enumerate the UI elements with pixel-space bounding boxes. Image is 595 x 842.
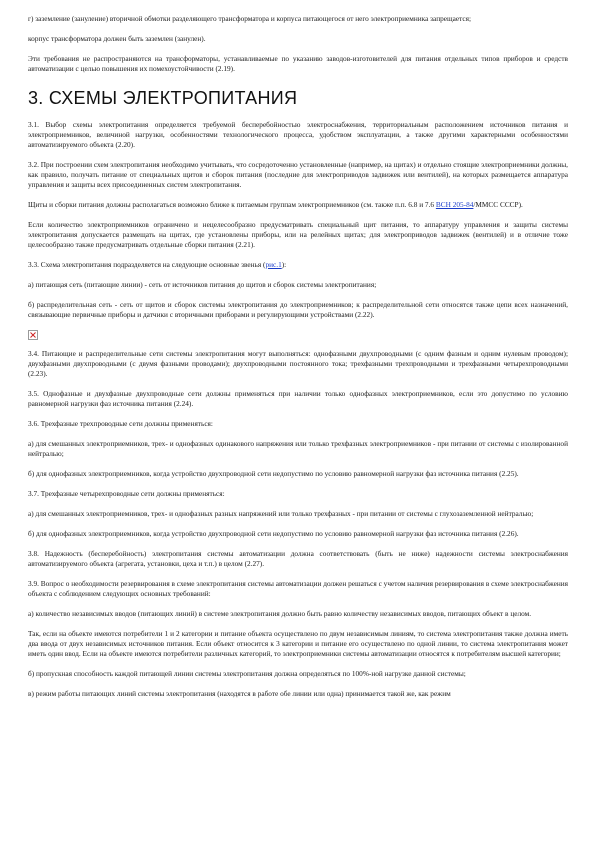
section-title: 3. СХЕМЫ ЭЛЕКТРОПИТАНИЯ xyxy=(28,88,298,108)
paragraph-3-9: 3.9. Вопрос о необходимости резервирования в схеме электропитания системы автоматизации должен решаться с учетом наличия резервирования в схеме электроснабжения объекта с соблюдением следующих основных требований: xyxy=(28,579,568,598)
broken-image-icon xyxy=(28,330,38,340)
list-item-a-independent-inputs: а) количество независимых вводов (питающих линий) в системе электропитания должно быть равно количеству независимых вводов, питающих объект в целом. xyxy=(28,609,532,618)
paragraph-small-count: Если количество электроприемников ограничено и нецелесообразно предусматривать специальный щит питания, то аппаратуру управления и защиты системы электропитания допускается размещать на щитах, где установлены приборы, или на релейных щитах; для электроприводов задвижек (вентилей) и в отличие тоже целесообразно также предусматривать отдельные сборки питания (2.21). xyxy=(28,220,568,249)
paragraph-grounding-g: г) заземление (зануление) вторичной обмотки разделяющего трансформатора и корпуса питающегося от него электроприемника запрещается; xyxy=(28,14,471,23)
list-item-b-single-phase-2: б) для однофазных электроприемников, когда устройство двухпроводной сети недопустимо по условию равномерной нагрузки фаз источника питания (2.26). xyxy=(28,529,519,538)
document-page xyxy=(28,14,568,709)
paragraph-3-3-text: 3.3. Схема электропитания подразделяется на следующие основные звенья ( xyxy=(28,260,266,269)
paragraph-shields xyxy=(28,200,568,210)
figure-1-link[interactable]: рис.1 xyxy=(265,260,282,269)
paragraph-3-1: 3.1. Выбор схемы электропитания определяется требуемой бесперебойностью электроснабжения, территориальным расположением источников питания и электроприемников, величиной нагрузки, особенностями технологического процесса, удобством эксплуатации, а также другими характерными особенностями автоматизируемого объекта (2.20). xyxy=(28,120,568,149)
list-item-a-mixed-grounded: а) для смешанных электроприемников, трех- и однофазных разных напряжений или только трехфазных - при питании от системы с глухозаземленной нейтралью; xyxy=(28,509,534,518)
paragraph-3-4: 3.4. Питающие и распределительные сети системы электропитания могут выполняться: однофазными двухпроводными (с одним фазным и одним нулевым проводом); двухфазными двухпроводными (с двумя фазными проводами); двухпроводными постоянного тока; трехфазными трехпроводными и трехфазными четырехпроводными (2.23). xyxy=(28,349,568,378)
paragraph-transformer-housing: корпус трансформатора должен быть заземлен (занулен). xyxy=(28,34,206,43)
list-item-a-mixed-receivers: а) для смешанных электроприемников, трех- и однофазных одинакового напряжения или только трехфазных электроприемников - при питании от системы с изолированной нейтралью; xyxy=(28,439,568,458)
paragraph-shields-text: Щиты и сборки питания должны располагаться возможно ближе к питаемым группам электроприемников (см. также п.п. 6.8 и 7.6 xyxy=(28,200,436,209)
paragraph-shields-tail: /ММСС СССР). xyxy=(473,200,523,209)
paragraph-3-3-tail: ): xyxy=(281,260,287,269)
paragraph-3-5: 3.5. Однофазные и двухфазные двухпроводные сети должны применяться при наличии только однофазных электроприемников, если это допустимо по условию равномерной нагрузки фаз источника питания (2.24). xyxy=(28,389,568,408)
list-item-a-supply-network: а) питающая сеть (питающие линии) - сеть от источников питания до щитов и сборок системы электропитания; xyxy=(28,280,377,289)
paragraph-3-8: 3.8. Надежность (бесперебойность) электропитания системы автоматизации должна соответствовать (быть не ниже) надежности системы электроснабжения автоматизируемого объекта (агрегата, установки, цеха и т.п.) в целом (2.27). xyxy=(28,549,568,568)
paragraph-3-7: 3.7. Трехфазные четырехпроводные сети должны применяться: xyxy=(28,489,225,498)
list-item-b-single-phase: б) для однофазных электроприемников, когда устройство двухпроводной сети недопустимо по условию равномерной нагрузки фаз источника питания (2.25). xyxy=(28,469,519,478)
paragraph-exceptions: Эти требования не распространяются на трансформаторы, устанавливаемые по указанию заводов-изготовителей для питания отдельных типов приборов и средств автоматизации с целью повышения их помехоустойчивости (2.19). xyxy=(28,54,568,73)
list-item-b-distribution-network: б) распределительная сеть - сеть от щитов и сборок системы электропитания до электроприемников; к распределительной сети относятся также цепи всех назначений, связывающие первичные приборы и датчики с вторичными приборами и регулирующими устройствами (2.22). xyxy=(28,300,568,319)
paragraph-3-2: 3.2. При построении схем электропитания необходимо учитывать, что сосредоточенно установленные (например, на щитах) и отдельно стоящие электроприемники должны, как правило, получать питание от специальных щитов и сборок питания (последние для электроприводов задвижек или вентилей), на которых размещается аппаратура управления и защиты всех присоединенных систем электропитания. xyxy=(28,160,568,189)
paragraph-categories: Так, если на объекте имеются потребители 1 и 2 категории и питание объекта осуществлено по двум независимым линиям, то система электропитания также должна иметь два ввода от двух независимых источников питания. Если объект относится к 3 категории и питание его осуществлено по одной линии, то система электропитания может иметь один ввод. Если на объекте имеются потребители различных категорий, то электроприемники системы автоматизации относятся к потребителям высшей категории; xyxy=(28,629,568,658)
paragraph-3-6: 3.6. Трехфазные трехпроводные сети должны применяться: xyxy=(28,419,213,428)
list-item-v-operating-mode: в) режим работы питающих линий системы электропитания (находятся в работе обе линии или одна) принимается такой же, как режим xyxy=(28,689,451,698)
vsn-205-84-link[interactable]: ВСН 205-84 xyxy=(435,200,474,209)
paragraph-3-3 xyxy=(28,260,568,270)
list-item-b-capacity: б) пропускная способность каждой питающей линии системы электропитания должна определяться по 100%-ной нагрузке данной системы; xyxy=(28,669,466,678)
